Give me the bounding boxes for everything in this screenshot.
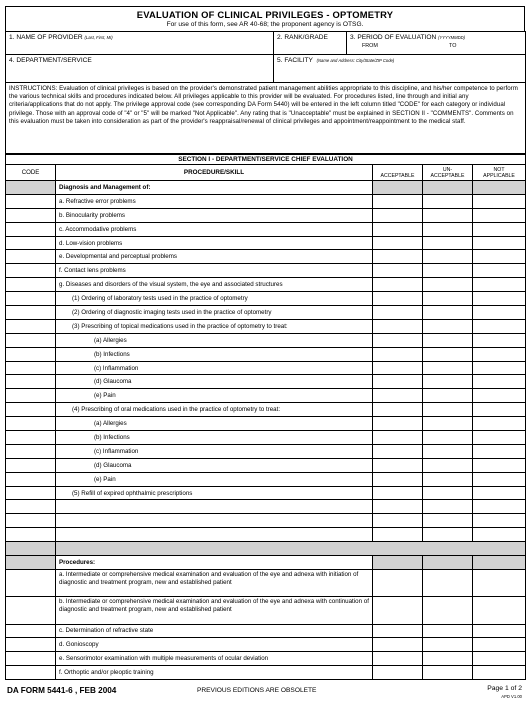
table-row	[6, 236, 526, 250]
acceptable-cell[interactable]	[373, 319, 423, 333]
not-applicable-cell[interactable]	[473, 194, 526, 208]
unacceptable-cell[interactable]	[423, 458, 473, 472]
code-cell[interactable]	[6, 292, 56, 306]
procedure-cell: (d) Glaucoma	[56, 375, 373, 389]
procedure-cell: c. Determination of refractive state	[56, 624, 373, 638]
table-row	[6, 444, 526, 458]
acceptable-cell[interactable]	[373, 236, 423, 250]
table-row	[6, 361, 526, 375]
unacceptable-cell[interactable]	[423, 333, 473, 347]
not-applicable-cell[interactable]	[473, 292, 526, 306]
form-header	[5, 6, 525, 31]
table-row	[6, 222, 526, 236]
procedure-cell: (2) Ordering of diagnostic imaging tests used in the practice of optometry	[56, 306, 373, 320]
procedure-cell	[56, 542, 526, 556]
table-row	[6, 542, 526, 556]
table-row	[6, 666, 526, 680]
not-applicable-cell[interactable]	[473, 361, 526, 375]
acceptable-cell[interactable]	[373, 624, 423, 638]
code-cell[interactable]	[6, 319, 56, 333]
column-header-procedure: PROCEDURE/SKILL	[56, 165, 373, 181]
not-applicable-cell[interactable]	[473, 638, 526, 652]
table-row	[6, 624, 526, 638]
procedure-cell: f. Orthoptic and/or pleoptic training	[56, 666, 373, 680]
code-cell[interactable]	[6, 222, 56, 236]
acceptable-cell[interactable]	[373, 569, 423, 596]
code-cell[interactable]	[6, 624, 56, 638]
procedure-cell: d. Low-vision problems	[56, 236, 373, 250]
acceptable-cell[interactable]	[373, 417, 423, 431]
unacceptable-cell[interactable]	[423, 347, 473, 361]
acceptable-cell[interactable]	[373, 333, 423, 347]
not-applicable-cell	[473, 556, 526, 570]
unacceptable-cell[interactable]	[423, 486, 473, 500]
code-cell[interactable]	[6, 597, 56, 624]
not-applicable-cell[interactable]	[473, 264, 526, 278]
acceptable-cell[interactable]	[373, 472, 423, 486]
code-cell	[6, 556, 56, 570]
column-header-acceptable: ACCEPTABLE	[373, 165, 423, 181]
facility-field[interactable]: 5. FACILITY (Name and Address: City/State/ZIP Code)	[274, 55, 526, 83]
procedure-cell: f. Contact lens problems	[56, 264, 373, 278]
table-row	[6, 403, 526, 417]
procedure-cell	[56, 514, 373, 528]
unacceptable-cell[interactable]	[423, 569, 473, 596]
unacceptable-cell	[423, 181, 473, 195]
form-footer	[5, 684, 525, 704]
acceptable-cell[interactable]	[373, 486, 423, 500]
not-applicable-cell[interactable]	[473, 624, 526, 638]
unacceptable-cell	[423, 556, 473, 570]
unacceptable-cell[interactable]	[423, 194, 473, 208]
acceptable-cell[interactable]	[373, 306, 423, 320]
period-of-evaluation-field[interactable]: 3. PERIOD OF EVALUATION (YYYYMMDD) FROM TO	[347, 32, 526, 55]
unacceptable-cell[interactable]	[423, 250, 473, 264]
table-row	[6, 638, 526, 652]
page-number: Page 1 of 2	[487, 685, 522, 692]
unacceptable-cell	[423, 528, 473, 542]
not-applicable-cell	[473, 181, 526, 195]
acceptable-cell[interactable]	[373, 222, 423, 236]
acceptable-cell[interactable]	[373, 375, 423, 389]
unacceptable-cell[interactable]	[423, 431, 473, 445]
code-cell	[6, 514, 56, 528]
from-label: FROM	[362, 43, 378, 49]
previous-editions-note: PREVIOUS EDITIONS ARE OBSOLETE	[197, 687, 317, 694]
table-row	[6, 514, 526, 528]
table-row	[6, 347, 526, 361]
table-row	[6, 319, 526, 333]
code-cell[interactable]	[6, 666, 56, 680]
unacceptable-cell[interactable]	[423, 264, 473, 278]
acceptable-cell[interactable]	[373, 208, 423, 222]
table-row	[6, 181, 526, 195]
code-cell[interactable]	[6, 250, 56, 264]
acceptable-cell[interactable]	[373, 597, 423, 624]
not-applicable-cell[interactable]	[473, 458, 526, 472]
procedure-cell: a. Refractive error problems	[56, 194, 373, 208]
not-applicable-cell[interactable]	[473, 333, 526, 347]
code-cell[interactable]	[6, 333, 56, 347]
code-cell[interactable]	[6, 389, 56, 403]
code-cell[interactable]	[6, 236, 56, 250]
column-header-not-applicable: NOT APPLICABLE	[473, 165, 526, 181]
not-applicable-cell[interactable]	[473, 306, 526, 320]
unacceptable-cell[interactable]	[423, 597, 473, 624]
code-cell[interactable]	[6, 417, 56, 431]
code-cell[interactable]	[6, 458, 56, 472]
code-cell[interactable]	[6, 278, 56, 292]
not-applicable-cell	[473, 528, 526, 542]
not-applicable-cell[interactable]	[473, 208, 526, 222]
acceptable-cell	[373, 514, 423, 528]
procedure-cell: d. Gonioscopy	[56, 638, 373, 652]
procedure-cell: g. Diseases and disorders of the visual system, the eye and associated structures	[56, 278, 373, 292]
code-cell[interactable]	[6, 403, 56, 417]
not-applicable-cell	[473, 514, 526, 528]
procedure-cell: (b) Infections	[56, 347, 373, 361]
table-row	[6, 306, 526, 320]
category-header: Procedures:	[56, 556, 373, 570]
procedure-cell: (b) Infections	[56, 431, 373, 445]
table-row	[6, 250, 526, 264]
not-applicable-cell[interactable]	[473, 347, 526, 361]
acceptable-cell	[373, 500, 423, 514]
unacceptable-cell[interactable]	[423, 638, 473, 652]
acceptable-cell[interactable]	[373, 278, 423, 292]
unacceptable-cell[interactable]	[423, 306, 473, 320]
acceptable-cell	[373, 181, 423, 195]
not-applicable-cell[interactable]	[473, 250, 526, 264]
acceptable-cell[interactable]	[373, 444, 423, 458]
code-cell[interactable]	[6, 375, 56, 389]
procedure-cell	[56, 500, 373, 514]
unacceptable-cell[interactable]	[423, 389, 473, 403]
identification-table	[5, 31, 526, 154]
code-cell[interactable]	[6, 444, 56, 458]
unacceptable-cell[interactable]	[423, 666, 473, 680]
column-header-unacceptable: UN- ACCEPTABLE	[423, 165, 473, 181]
code-cell[interactable]	[6, 264, 56, 278]
unacceptable-cell[interactable]	[423, 444, 473, 458]
procedure-cell: (e) Pain	[56, 389, 373, 403]
table-row	[6, 208, 526, 222]
table-row	[6, 417, 526, 431]
table-row	[6, 472, 526, 486]
evaluation-table	[5, 154, 526, 680]
code-cell[interactable]	[6, 208, 56, 222]
table-row	[6, 528, 526, 542]
form-page	[5, 6, 525, 680]
procedure-cell: c. Accommodative problems	[56, 222, 373, 236]
procedure-cell: (5) Refill of expired ophthalmic prescriptions	[56, 486, 373, 500]
unacceptable-cell[interactable]	[423, 375, 473, 389]
table-row	[6, 333, 526, 347]
not-applicable-cell[interactable]	[473, 652, 526, 666]
unacceptable-cell[interactable]	[423, 652, 473, 666]
unacceptable-cell[interactable]	[423, 417, 473, 431]
code-cell	[6, 542, 56, 556]
table-row	[6, 389, 526, 403]
unacceptable-cell[interactable]	[423, 403, 473, 417]
procedure-cell: (a) Allergies	[56, 333, 373, 347]
acceptable-cell[interactable]	[373, 458, 423, 472]
department-service-field[interactable]: 4. DEPARTMENT/SERVICE	[6, 55, 274, 83]
table-row	[6, 458, 526, 472]
table-row	[6, 500, 526, 514]
procedure-cell: e. Developmental and perceptual problems	[56, 250, 373, 264]
procedure-cell: (e) Pain	[56, 472, 373, 486]
unacceptable-cell[interactable]	[423, 292, 473, 306]
code-cell[interactable]	[6, 431, 56, 445]
procedure-cell: (4) Prescribing of oral medications used in the practice of optometry to treat:	[56, 403, 373, 417]
unacceptable-cell[interactable]	[423, 361, 473, 375]
not-applicable-cell	[473, 500, 526, 514]
procedure-cell: (a) Allergies	[56, 417, 373, 431]
unacceptable-cell[interactable]	[423, 319, 473, 333]
not-applicable-cell[interactable]	[473, 486, 526, 500]
acceptable-cell[interactable]	[373, 389, 423, 403]
code-cell	[6, 181, 56, 195]
code-cell	[6, 528, 56, 542]
acceptable-cell	[373, 556, 423, 570]
not-applicable-cell[interactable]	[473, 236, 526, 250]
code-cell[interactable]	[6, 569, 56, 596]
not-applicable-cell[interactable]	[473, 431, 526, 445]
procedure-cell: a. Intermediate or comprehensive medical examination and evaluation of the eye and adnexa with initiation of diagnostic and treatment program, new and established patient	[56, 569, 373, 596]
table-row	[6, 486, 526, 500]
code-cell[interactable]	[6, 486, 56, 500]
not-applicable-cell[interactable]	[473, 222, 526, 236]
table-row	[6, 292, 526, 306]
procedure-cell: (c) Inflammation	[56, 361, 373, 375]
table-row	[6, 264, 526, 278]
code-cell[interactable]	[6, 652, 56, 666]
not-applicable-cell[interactable]	[473, 569, 526, 596]
instructions: INSTRUCTIONS: Evaluation of clinical privileges is based on the provider's demonstrated patient management abilities appropriate to this discipline, and his/her competence to perform the various technical skills and procedures indicated below. All privileges applicable to this provider will be evaluated. For procedures listed, line through and initial any criteria/applications that do not apply. The privilege approval code (see corresponding DA Form 5440) will be entered in the left column titled "CODE" for each category or individual privilege. Those with an approval code of "4" or "5" will be marked "Not Applicable". Any rating that is "Unacceptable" must be explained in SECTION II - "COMMENTS". Comments on this evaluation must be taken into consideration as part of the provider's reappraisal/renewal of clinical privileges and appointment/reappointment to the medical staff.	[6, 83, 526, 154]
acceptable-cell[interactable]	[373, 652, 423, 666]
unacceptable-cell	[423, 514, 473, 528]
not-applicable-cell[interactable]	[473, 597, 526, 624]
code-cell[interactable]	[6, 472, 56, 486]
procedure-cell: e. Sensorimotor examination with multiple measurements of ocular deviation	[56, 652, 373, 666]
unacceptable-cell	[423, 500, 473, 514]
unacceptable-cell[interactable]	[423, 222, 473, 236]
code-cell[interactable]	[6, 347, 56, 361]
code-cell[interactable]	[6, 306, 56, 320]
acceptable-cell[interactable]	[373, 194, 423, 208]
acceptable-cell[interactable]	[373, 292, 423, 306]
procedure-cell: (d) Glaucoma	[56, 458, 373, 472]
not-applicable-cell[interactable]	[473, 417, 526, 431]
not-applicable-cell[interactable]	[473, 444, 526, 458]
acceptable-cell[interactable]	[373, 431, 423, 445]
procedure-cell: (c) Inflammation	[56, 444, 373, 458]
acceptable-cell	[373, 528, 423, 542]
form-title: EVALUATION OF CLINICAL PRIVILEGES - OPTOMETRY	[136, 9, 394, 20]
form-number: DA FORM 5441-6 , FEB 2004	[7, 686, 117, 695]
table-row	[6, 194, 526, 208]
unacceptable-cell[interactable]	[423, 278, 473, 292]
table-row	[6, 597, 526, 624]
table-row	[6, 652, 526, 666]
not-applicable-cell[interactable]	[473, 403, 526, 417]
acceptable-cell[interactable]	[373, 347, 423, 361]
code-cell[interactable]	[6, 194, 56, 208]
table-row	[6, 569, 526, 596]
to-label: TO	[449, 43, 457, 49]
not-applicable-cell[interactable]	[473, 375, 526, 389]
not-applicable-cell[interactable]	[473, 319, 526, 333]
not-applicable-cell[interactable]	[473, 389, 526, 403]
unacceptable-cell[interactable]	[423, 208, 473, 222]
form-subtitle: For use of this form, see AR 40-68; the proponent agency is OTSG.	[166, 21, 364, 28]
table-row	[6, 375, 526, 389]
acceptable-cell[interactable]	[373, 264, 423, 278]
apd-version: APD V1.00	[501, 694, 522, 699]
not-applicable-cell[interactable]	[473, 278, 526, 292]
procedure-cell: b. Intermediate or comprehensive medical examination and evaluation of the eye and adnexa with continuation of diagnostic and treatment program, new and established patient	[56, 597, 373, 624]
acceptable-cell[interactable]	[373, 403, 423, 417]
procedure-cell: b. Binocularity problems	[56, 208, 373, 222]
category-header: Diagnosis and Management of:	[56, 181, 373, 195]
acceptable-cell[interactable]	[373, 638, 423, 652]
unacceptable-cell[interactable]	[423, 236, 473, 250]
not-applicable-cell[interactable]	[473, 472, 526, 486]
table-row	[6, 556, 526, 570]
name-of-provider-field[interactable]: 1. NAME OF PROVIDER (Last, First, MI)	[6, 32, 274, 55]
rank-grade-field[interactable]: 2. RANK/GRADE	[274, 32, 347, 55]
section-title: SECTION I - DEPARTMENT/SERVICE CHIEF EVALUATION	[6, 155, 526, 165]
procedure-cell: (1) Ordering of laboratory tests used in the practice of optometry	[56, 292, 373, 306]
code-cell	[6, 500, 56, 514]
column-header-code: CODE	[6, 165, 56, 181]
unacceptable-cell[interactable]	[423, 472, 473, 486]
procedure-cell	[56, 528, 373, 542]
unacceptable-cell[interactable]	[423, 624, 473, 638]
not-applicable-cell[interactable]	[473, 666, 526, 680]
table-row	[6, 431, 526, 445]
acceptable-cell[interactable]	[373, 666, 423, 680]
acceptable-cell[interactable]	[373, 361, 423, 375]
acceptable-cell[interactable]	[373, 250, 423, 264]
table-row	[6, 278, 526, 292]
code-cell[interactable]	[6, 361, 56, 375]
code-cell[interactable]	[6, 638, 56, 652]
procedure-cell: (3) Prescribing of topical medications used in the practice of optometry to treat:	[56, 319, 373, 333]
